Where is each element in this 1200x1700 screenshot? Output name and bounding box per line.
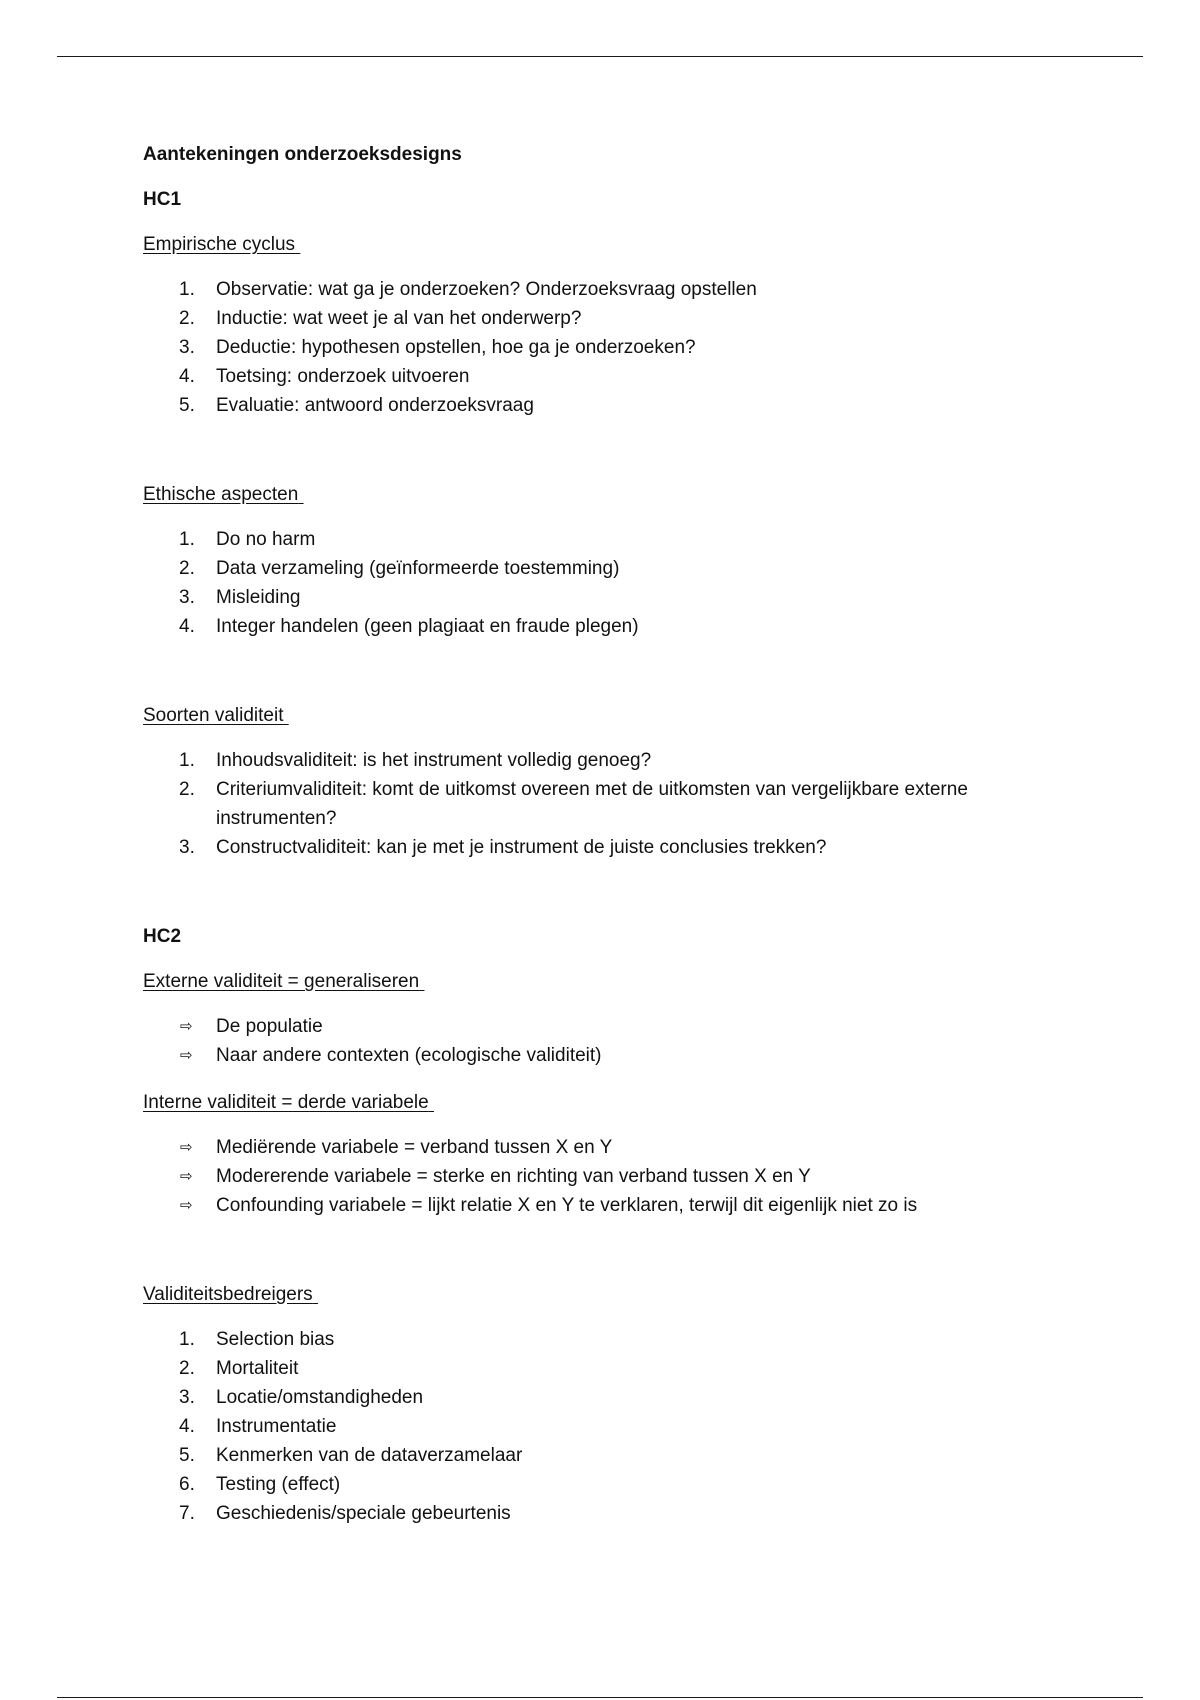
list-item — [143, 554, 1083, 583]
list-number: 2. — [179, 308, 195, 329]
list-item-text: Testing (effect) — [216, 1474, 341, 1495]
list-number: 3. — [179, 337, 195, 358]
list-item-text: Locatie/omstandigheden — [216, 1387, 424, 1408]
list-number: 3. — [179, 837, 195, 858]
list-item — [143, 1162, 1083, 1191]
list-item — [143, 1325, 1083, 1354]
section-title-ethische-aspecten: Ethische aspecten — [143, 484, 299, 505]
list-ethische-aspecten — [143, 525, 1083, 641]
list-item-text: Toetsing: onderzoek uitvoeren — [216, 366, 470, 387]
list-item-text: Observatie: wat ga je onderzoeken? Onderzoeksvraag opstellen — [216, 279, 757, 300]
list-item-text: Data verzameling (geïnformeerde toestemming) — [216, 558, 620, 579]
list-item — [143, 362, 1083, 391]
heading-hc2: HC2 — [143, 926, 182, 947]
list-item — [143, 1191, 1083, 1220]
arrow-right-icon: ⇨ — [180, 1017, 193, 1035]
section-title-interne-validiteit: Interne validiteit = derde variabele — [143, 1092, 429, 1113]
list-item — [143, 833, 1083, 862]
list-empirische-cyclus — [143, 275, 1083, 420]
list-item — [143, 304, 1083, 333]
list-number: 1. — [179, 1329, 195, 1350]
list-item — [143, 1470, 1083, 1499]
list-item-text: Deductie: hypothesen opstellen, hoe ga je onderzoeken? — [216, 337, 696, 358]
list-number: 1. — [179, 279, 195, 300]
header-rule — [57, 56, 1143, 57]
list-item — [143, 333, 1083, 362]
section-title-soorten-validiteit: Soorten validiteit — [143, 705, 284, 726]
document-body — [143, 140, 1083, 1528]
list-item-text: Modererende variabele = sterke en richting van verband tussen X en Y — [216, 1166, 811, 1187]
list-item-text: Selection bias — [216, 1329, 335, 1350]
list-item-text: Constructvaliditeit: kan je met je instrument de juiste conclusies trekken? — [216, 837, 827, 858]
list-number: 4. — [179, 366, 195, 387]
section-title-validiteitsbedreigers: Validiteitsbedreigers — [143, 1284, 313, 1305]
list-validiteitsbedreigers — [143, 1325, 1083, 1528]
list-item-text: Criteriumvaliditeit: komt de uitkomst overeen met de uitkomsten van vergelijkbare externe instrumenten? — [216, 779, 968, 829]
list-item-text: Mediërende variabele = verband tussen X en Y — [216, 1137, 613, 1158]
list-number: 2. — [179, 558, 195, 579]
list-item — [143, 746, 1083, 775]
list-number: 3. — [179, 587, 195, 608]
list-externe-validiteit — [143, 1012, 1083, 1070]
list-number: 5. — [179, 1445, 195, 1466]
list-item — [143, 583, 1083, 612]
list-item-text: Integer handelen (geen plagiaat en fraude plegen) — [216, 616, 639, 637]
list-item-text: Do no harm — [216, 529, 316, 550]
list-item-text: Geschiedenis/speciale gebeurtenis — [216, 1503, 511, 1524]
list-item — [143, 525, 1083, 554]
list-item-text: Confounding variabele = lijkt relatie X en Y te verklaren, terwijl dit eigenlijk niet zo is — [216, 1195, 918, 1216]
list-item-text: De populatie — [216, 1016, 323, 1037]
spacer — [143, 1220, 1083, 1280]
spacer — [143, 862, 1083, 922]
list-interne-validiteit — [143, 1133, 1083, 1220]
list-number: 6. — [179, 1474, 195, 1495]
list-number: 1. — [179, 750, 195, 771]
list-number: 7. — [179, 1503, 195, 1524]
list-item-text: Instrumentatie — [216, 1416, 337, 1437]
list-number: 1. — [179, 529, 195, 550]
list-item-text: Inductie: wat weet je al van het onderwerp? — [216, 308, 582, 329]
list-item — [143, 391, 1083, 420]
list-item — [143, 775, 1083, 833]
list-item — [143, 1041, 1083, 1070]
spacer — [143, 420, 1083, 480]
section-title-empirische-cyclus: Empirische cyclus — [143, 234, 296, 255]
list-number: 4. — [179, 1416, 195, 1437]
list-soorten-validiteit — [143, 746, 1083, 862]
list-item — [143, 1354, 1083, 1383]
list-number: 5. — [179, 395, 195, 416]
list-item — [143, 1012, 1083, 1041]
list-item — [143, 1412, 1083, 1441]
list-item-text: Kenmerken van de dataverzamelaar — [216, 1445, 523, 1466]
heading-hc1: HC1 — [143, 189, 182, 210]
list-item-text: Evaluatie: antwoord onderzoeksvraag — [216, 395, 534, 416]
list-item-text: Mortaliteit — [216, 1358, 299, 1379]
list-item — [143, 612, 1083, 641]
document-title: Aantekeningen onderzoeksdesigns — [143, 144, 462, 165]
list-number: 2. — [179, 779, 195, 800]
list-number: 4. — [179, 616, 195, 637]
list-number: 3. — [179, 1387, 195, 1408]
list-item — [143, 1383, 1083, 1412]
list-item — [143, 1441, 1083, 1470]
section-title-externe-validiteit: Externe validiteit = generaliseren — [143, 971, 420, 992]
list-item-text: Naar andere contexten (ecologische validiteit) — [216, 1045, 602, 1066]
spacer — [143, 641, 1083, 701]
spacer — [143, 1070, 1083, 1088]
list-item — [143, 1499, 1083, 1528]
arrow-right-icon: ⇨ — [180, 1196, 193, 1214]
list-item-text: Misleiding — [216, 587, 301, 608]
list-item — [143, 275, 1083, 304]
arrow-right-icon: ⇨ — [180, 1138, 193, 1156]
list-number: 2. — [179, 1358, 195, 1379]
arrow-right-icon: ⇨ — [180, 1167, 193, 1185]
footer-rule — [57, 1697, 1143, 1698]
list-item-text: Inhoudsvaliditeit: is het instrument volledig genoeg? — [216, 750, 652, 771]
arrow-right-icon: ⇨ — [180, 1046, 193, 1064]
list-item — [143, 1133, 1083, 1162]
